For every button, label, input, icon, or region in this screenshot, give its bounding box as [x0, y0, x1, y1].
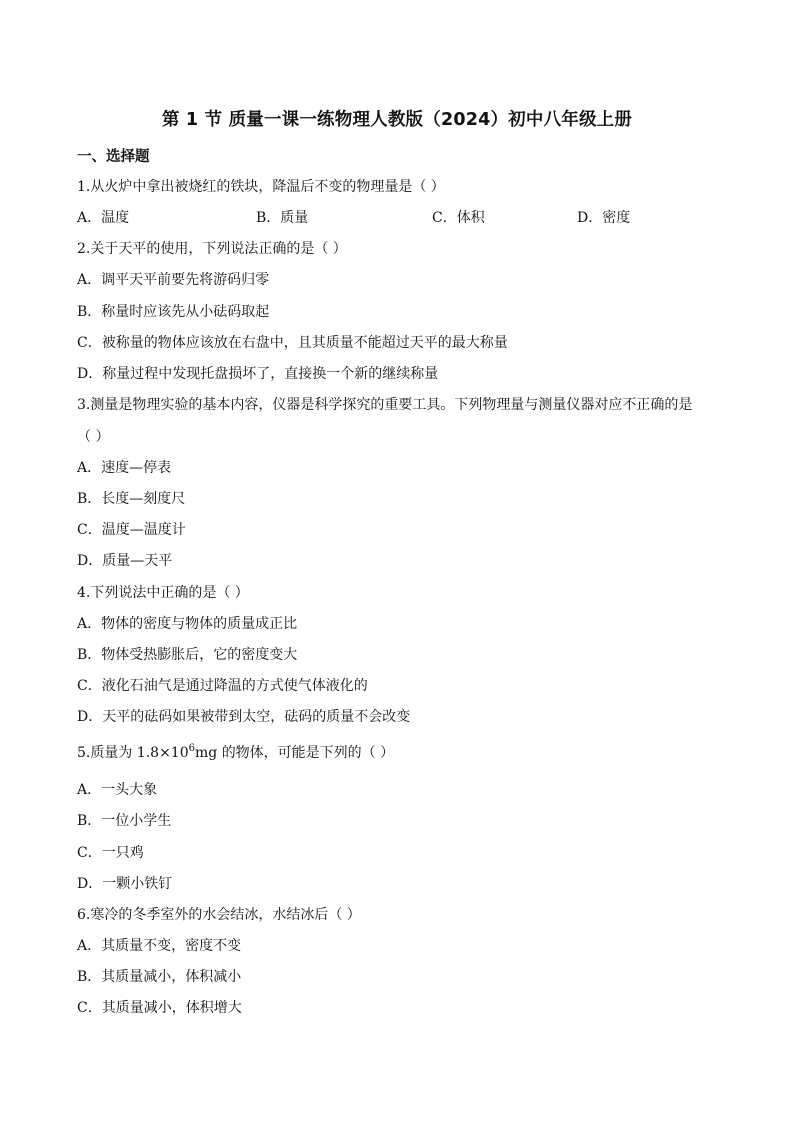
question-2-stem: 2.关于天平的使用，下列说法正确的是（ ） [77, 241, 347, 257]
question-5-stem-prefix: 5.质量为 1.8×10 [77, 745, 189, 761]
question-5-option-c[interactable]: C．一只鸡 [77, 845, 144, 861]
question-2-option-d[interactable]: D．称量过程中发现托盘损坏了，直接换一个新的继续称量 [77, 366, 439, 382]
question-1-option-c[interactable]: C．体积 [432, 210, 485, 226]
question-3-option-d[interactable]: D．质量—天平 [77, 553, 173, 569]
question-3-stem: 3.测量是物理实验的基本内容，仪器是科学探究的重要工具。下列物理量与测量仪器对应不正确的是 [77, 397, 693, 413]
question-5-stem [77, 742, 394, 762]
question-4-stem: 4.下列说法中正确的是（ ） [77, 585, 249, 601]
question-3-stem-blank: （ ） [77, 429, 110, 445]
question-5-option-d[interactable]: D．一颗小铁钉 [77, 876, 173, 892]
question-4-option-d[interactable]: D．天平的砝码如果被带到太空，砝码的质量不会改变 [77, 709, 411, 725]
question-2-option-a[interactable]: A．调平天平前要先将游码归零 [77, 272, 270, 288]
question-3-option-c[interactable]: C．温度—温度计 [77, 522, 186, 538]
section-heading: 一、选择题 [77, 149, 150, 165]
question-6-stem: 6.寒冷的冬季室外的水会结冰，水结冰后（ ） [77, 907, 361, 923]
question-4-option-c[interactable]: C．液化石油气是通过降温的方式使气体液化的 [77, 678, 368, 694]
question-4-option-a[interactable]: A．物体的密度与物体的质量成正比 [77, 616, 298, 632]
question-1-option-a[interactable]: A．温度 [77, 210, 130, 226]
question-6-option-c[interactable]: C．其质量减小，体积增大 [77, 1000, 242, 1016]
question-1-option-d[interactable]: D．密度 [577, 210, 631, 226]
question-3-option-b[interactable]: B．长度—刻度尺 [77, 491, 186, 507]
question-2-option-c[interactable]: C．被称量的物体应该放在右盘中，且其质量不能超过天平的最大称量 [77, 335, 508, 351]
question-6-option-a[interactable]: A．其质量不变，密度不变 [77, 938, 242, 954]
question-5-option-a[interactable]: A．一头大象 [77, 782, 158, 798]
question-1-stem: 1.从火炉中拿出被烧红的铁块，降温后不变的物理量是（ ） [77, 179, 445, 195]
question-4-option-b[interactable]: B．物体受热膨胀后，它的密度变大 [77, 647, 298, 663]
question-3-option-a[interactable]: A．速度—停表 [77, 460, 172, 476]
question-5-option-b[interactable]: B．一位小学生 [77, 813, 172, 829]
question-5-stem-suffix: mg 的物体，可能是下列的（ ） [195, 745, 395, 761]
question-1-option-b[interactable]: B．质量 [256, 210, 309, 226]
question-5-exponent: 6 [188, 743, 195, 754]
page-title: 第 1 节 质量一课一练物理人教版（2024）初中八年级上册 [161, 110, 633, 130]
question-6-option-b[interactable]: B．其质量减小，体积减小 [77, 969, 242, 985]
question-2-option-b[interactable]: B．称量时应该先从小砝码取起 [77, 304, 270, 320]
